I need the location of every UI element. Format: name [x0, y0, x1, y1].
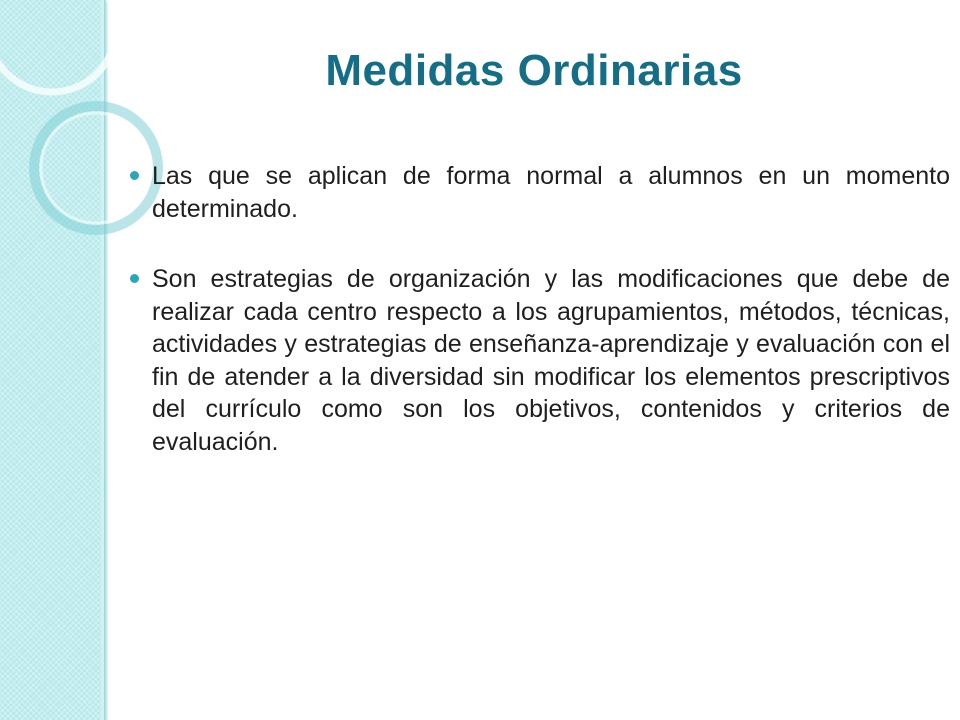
decorative-circle-top — [0, 0, 116, 92]
bullet-dot-icon — [130, 274, 139, 283]
bullet-item — [130, 160, 950, 225]
slide-title: Medidas Ordinarias — [325, 46, 743, 95]
bullet-text: Las que se aplican de forma normal a alumnos en un momento determinado. — [152, 162, 950, 223]
bullet-text: Son estrategias de organización y las modificaciones que debe de realizar cada centro respecto a los agrupamientos, métodos, técnicas, actividades y estrategias de enseñanza-aprendizaje y evaluación con el fin de atender a la diversidad sin modificar los elementos prescriptivos del currículo como son los objetivos, contenidos y criterios de evaluación. — [152, 265, 950, 456]
bullet-list — [130, 160, 950, 458]
bullet-dot-icon — [130, 171, 139, 180]
bullet-item — [130, 263, 950, 458]
